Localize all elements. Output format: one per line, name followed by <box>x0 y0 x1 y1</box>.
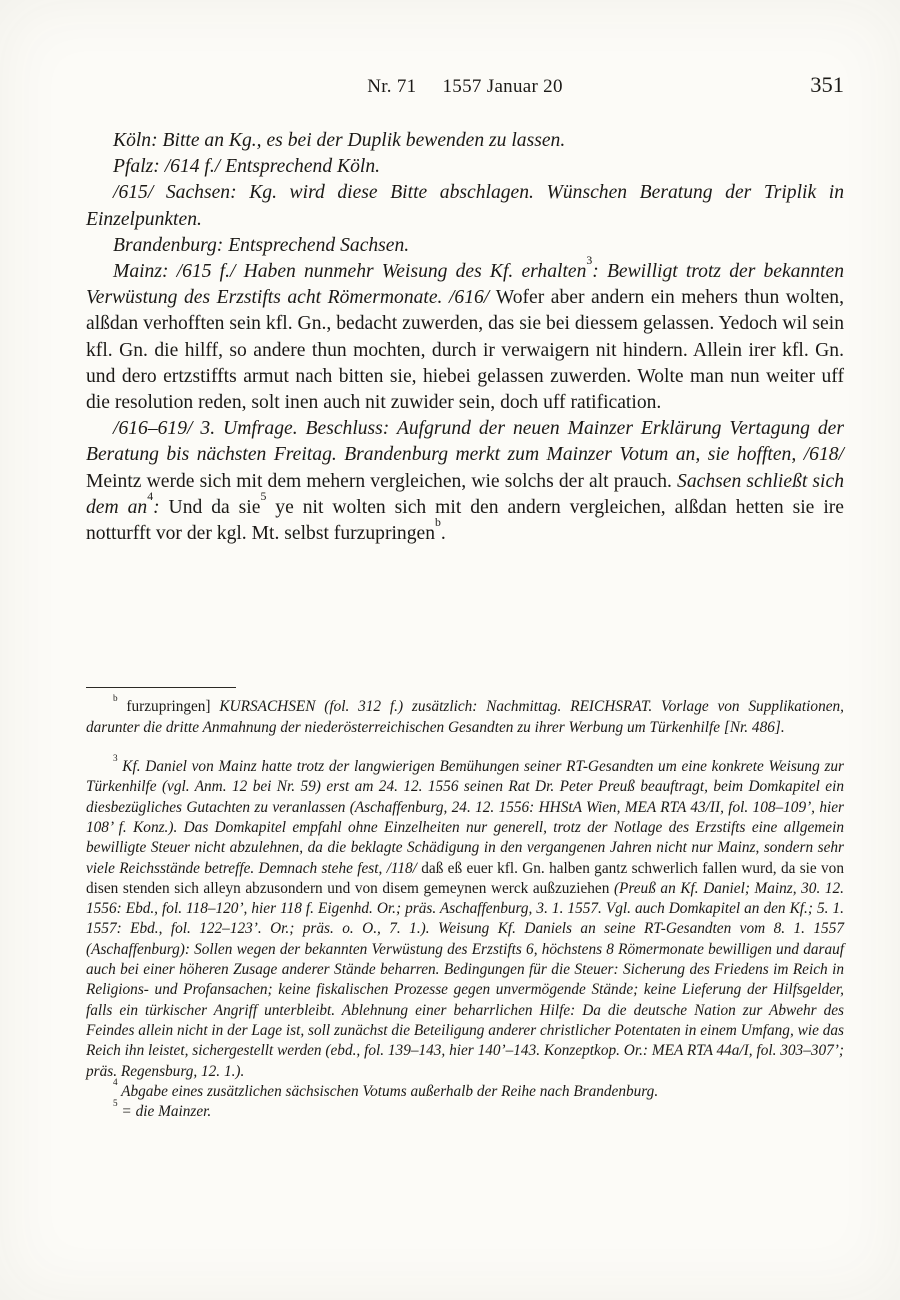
text-run: . <box>440 523 446 545</box>
footnote-separator-rule <box>86 687 236 688</box>
running-head <box>86 72 844 102</box>
text-run: daß eß euer kfl. Gn. halben gantz schwerlich fallen wurd, da sie von disen stenden sich alleyn abzusondern und von disem gemeynen werck außzuziehen <box>86 859 844 897</box>
footnote-ref: 3 <box>113 752 118 763</box>
text-run: /616–619/ 3. Umfrage. Beschluss: Aufgrund der neuen Mainzer Erklärung Vertagung der Beratung bis nächsten Freitag. Brandenburg merkt zum Mainzer Votum an, sie hofften, /618/ <box>86 418 844 466</box>
page-number: 351 <box>810 72 844 97</box>
paragraph-brandenburg <box>86 233 844 259</box>
doc-number-label: Nr. 71 <box>367 76 417 97</box>
text-run: Sachsen schließt sich dem an <box>86 470 844 518</box>
main-text <box>86 128 844 547</box>
paragraph-pfalz <box>86 154 844 180</box>
text-run: : Bewilligt trotz der bekannten Verwüstung des Erzstifts acht Römermonate. /616/ <box>86 261 844 309</box>
paragraph-umfrage <box>86 416 844 547</box>
text-run: Abgabe eines zusätzlichen sächsischen Votums außerhalb der Reihe nach Brandenburg. <box>117 1082 659 1100</box>
text-run: KURSACHSEN (fol. 312 f.) zusätzlich: Nachmittag. REICHSRAT. Vorlage von Supplikationen, darunter die dritte Anmahnung der niederösterreichischen Gesandten zu ihrer Werbung um Türkenhilfe [Nr. 486]. <box>86 698 844 736</box>
footnote-ref: 5 <box>113 1097 118 1108</box>
text-run: Mainz: /615 f./ Haben nunmehr Weisung des Kf. erhalten <box>113 261 587 283</box>
text-run: Brandenburg: Entsprechend Sachsen. <box>113 234 410 256</box>
text-run: Meintz werde sich mit dem mehern vergleichen, wie solchs der alt prauch. <box>86 470 678 492</box>
footnote-4 <box>86 1077 844 1102</box>
footnote-ref: b <box>435 515 441 529</box>
apparatus-note-b <box>86 692 844 738</box>
text-run: Und da sie <box>168 496 261 518</box>
paragraph-koeln <box>86 128 844 154</box>
text-run: furzupringen] <box>117 698 220 716</box>
text-run: Köln: Bitte an Kg., es bei der Duplik bewenden zu lassen. <box>113 130 566 151</box>
footnote-3 <box>86 752 844 1082</box>
text-block <box>86 0 844 1122</box>
text-run: Kf. Daniel von Mainz hatte trotz der langwierigen Bemühungen seiner RT-Gesandten um eine konkrete Weisung zur Türkenhilfe (vgl. Anm. 12 bei Nr. 59) erst am 24. 12. 1556 seinen Rat Dr. Peter Preuß beauftragt, beim Domkapitel ein diesbezügliches Gutachten zu veranlassen (Aschaffenburg, 24. 12. 1556: HHStA Wien, MEA RTA 43/II, fol. 108–109’, hier 108’ f. Konz.). Das Domkapitel empfahl ohne Einzelheiten nur generell, trotz der Notlage des Erzstifts eine allgemein bewilligte Steuer nicht abzulehnen, da die beklagte Schädigung in den vergangenen Jahren nicht nur Mainz, sondern sehr viele Reichsstände betreffe. Demnach stehe fest, /118/ <box>86 758 844 877</box>
text-run: (Preuß an Kf. Daniel; Mainz, 30. 12. 1556: Ebd., fol. 118–120’, hier 118 f. Eigenhd. Or.; präs. Aschaffenburg, 3. 1. 1557. Vgl. auch Domkapitel an den Kf.; 5. 1. 1557: Ebd., fol. 122–123’. Or.; präs. o. O., 7. 1.). Weisung Kf. Daniels an seine RT-Gesandten vom 8. 1. 1557 (Aschaffenburg): Sollen wegen der bekannten Verwüstung des Erzstifts 6, höchstens 8 Römermonate bewilligen und darauf auch bei einer höheren Zusage anderer Stände beharren. Bedingungen für die Steuer: Sicherung des Friedens im Reich in Religions- und Profansachen; keine fiskalischen Prozesse gegen unvermögende Stände; keine Lieferung der Hilfsgelder, falls ein türkischer Angriff unterbleibt. Ablehnung einer beharrlichen Hilfe: Da die deutsche Nation zur Abwehr des Feindes allein nicht in der Lage ist, soll zunächst die Beteiligung anderer christlicher Potentaten in einem Umfang, wie das Reich ihn leistet, sichergestellt werden (ebd., fol. 139–143, hier 140’–143. Konzeptkop. Or.: MEA RTA 44a/I, fol. 303–307’; präs. Regensburg, 12. 1.). <box>86 879 844 1080</box>
paragraph-sachsen <box>86 180 844 232</box>
paragraph-mainz <box>86 253 844 416</box>
footnote-ref: b <box>113 692 118 703</box>
doc-date-label: 1557 Januar 20 <box>442 76 563 97</box>
header-title <box>86 76 844 98</box>
text-run: Pfalz: /614 f./ Entsprechend Köln. <box>113 156 381 178</box>
text-run: /615/ Sachsen: Kg. wird diese Bitte abschlagen. Wünschen Beratung der Triplik in Einzelpunkten. <box>86 182 844 230</box>
footnote-ref: 4 <box>113 1077 118 1088</box>
apparatus-section <box>86 687 844 738</box>
text-run: Wofer aber andern ein mehers thun wolten, alßdan verhofften sein kfl. Gn., bedacht zuwerden, das sie bei diessem gelassen. Yedoch wil sein kfl. Gn. die hilff, so andere thun mochten, durch ir verwaigern nit hindern. Allein irer kfl. Gn. und dero ertzstiffts armut nach bitten sie, hiebei gelassen zuwerden. Wolte man nun weiter uff die resolution reden, solt inen auch nit zuwider sein, doch uff ratification. <box>86 287 844 414</box>
footnote-ref: 3 <box>586 253 593 267</box>
text-run: : <box>153 496 169 518</box>
footnote-ref: 4 <box>147 489 154 503</box>
footnotes-section <box>86 752 844 1122</box>
footnote-ref: 5 <box>260 489 267 503</box>
text-run: ye nit wolten sich mit den andern vergleichen, alßdan hetten sie ire notturfft vor der kgl. Mt. selbst furzupringen <box>86 496 844 545</box>
text-run: = die Mainzer. <box>117 1103 212 1121</box>
footnote-5 <box>86 1097 844 1122</box>
